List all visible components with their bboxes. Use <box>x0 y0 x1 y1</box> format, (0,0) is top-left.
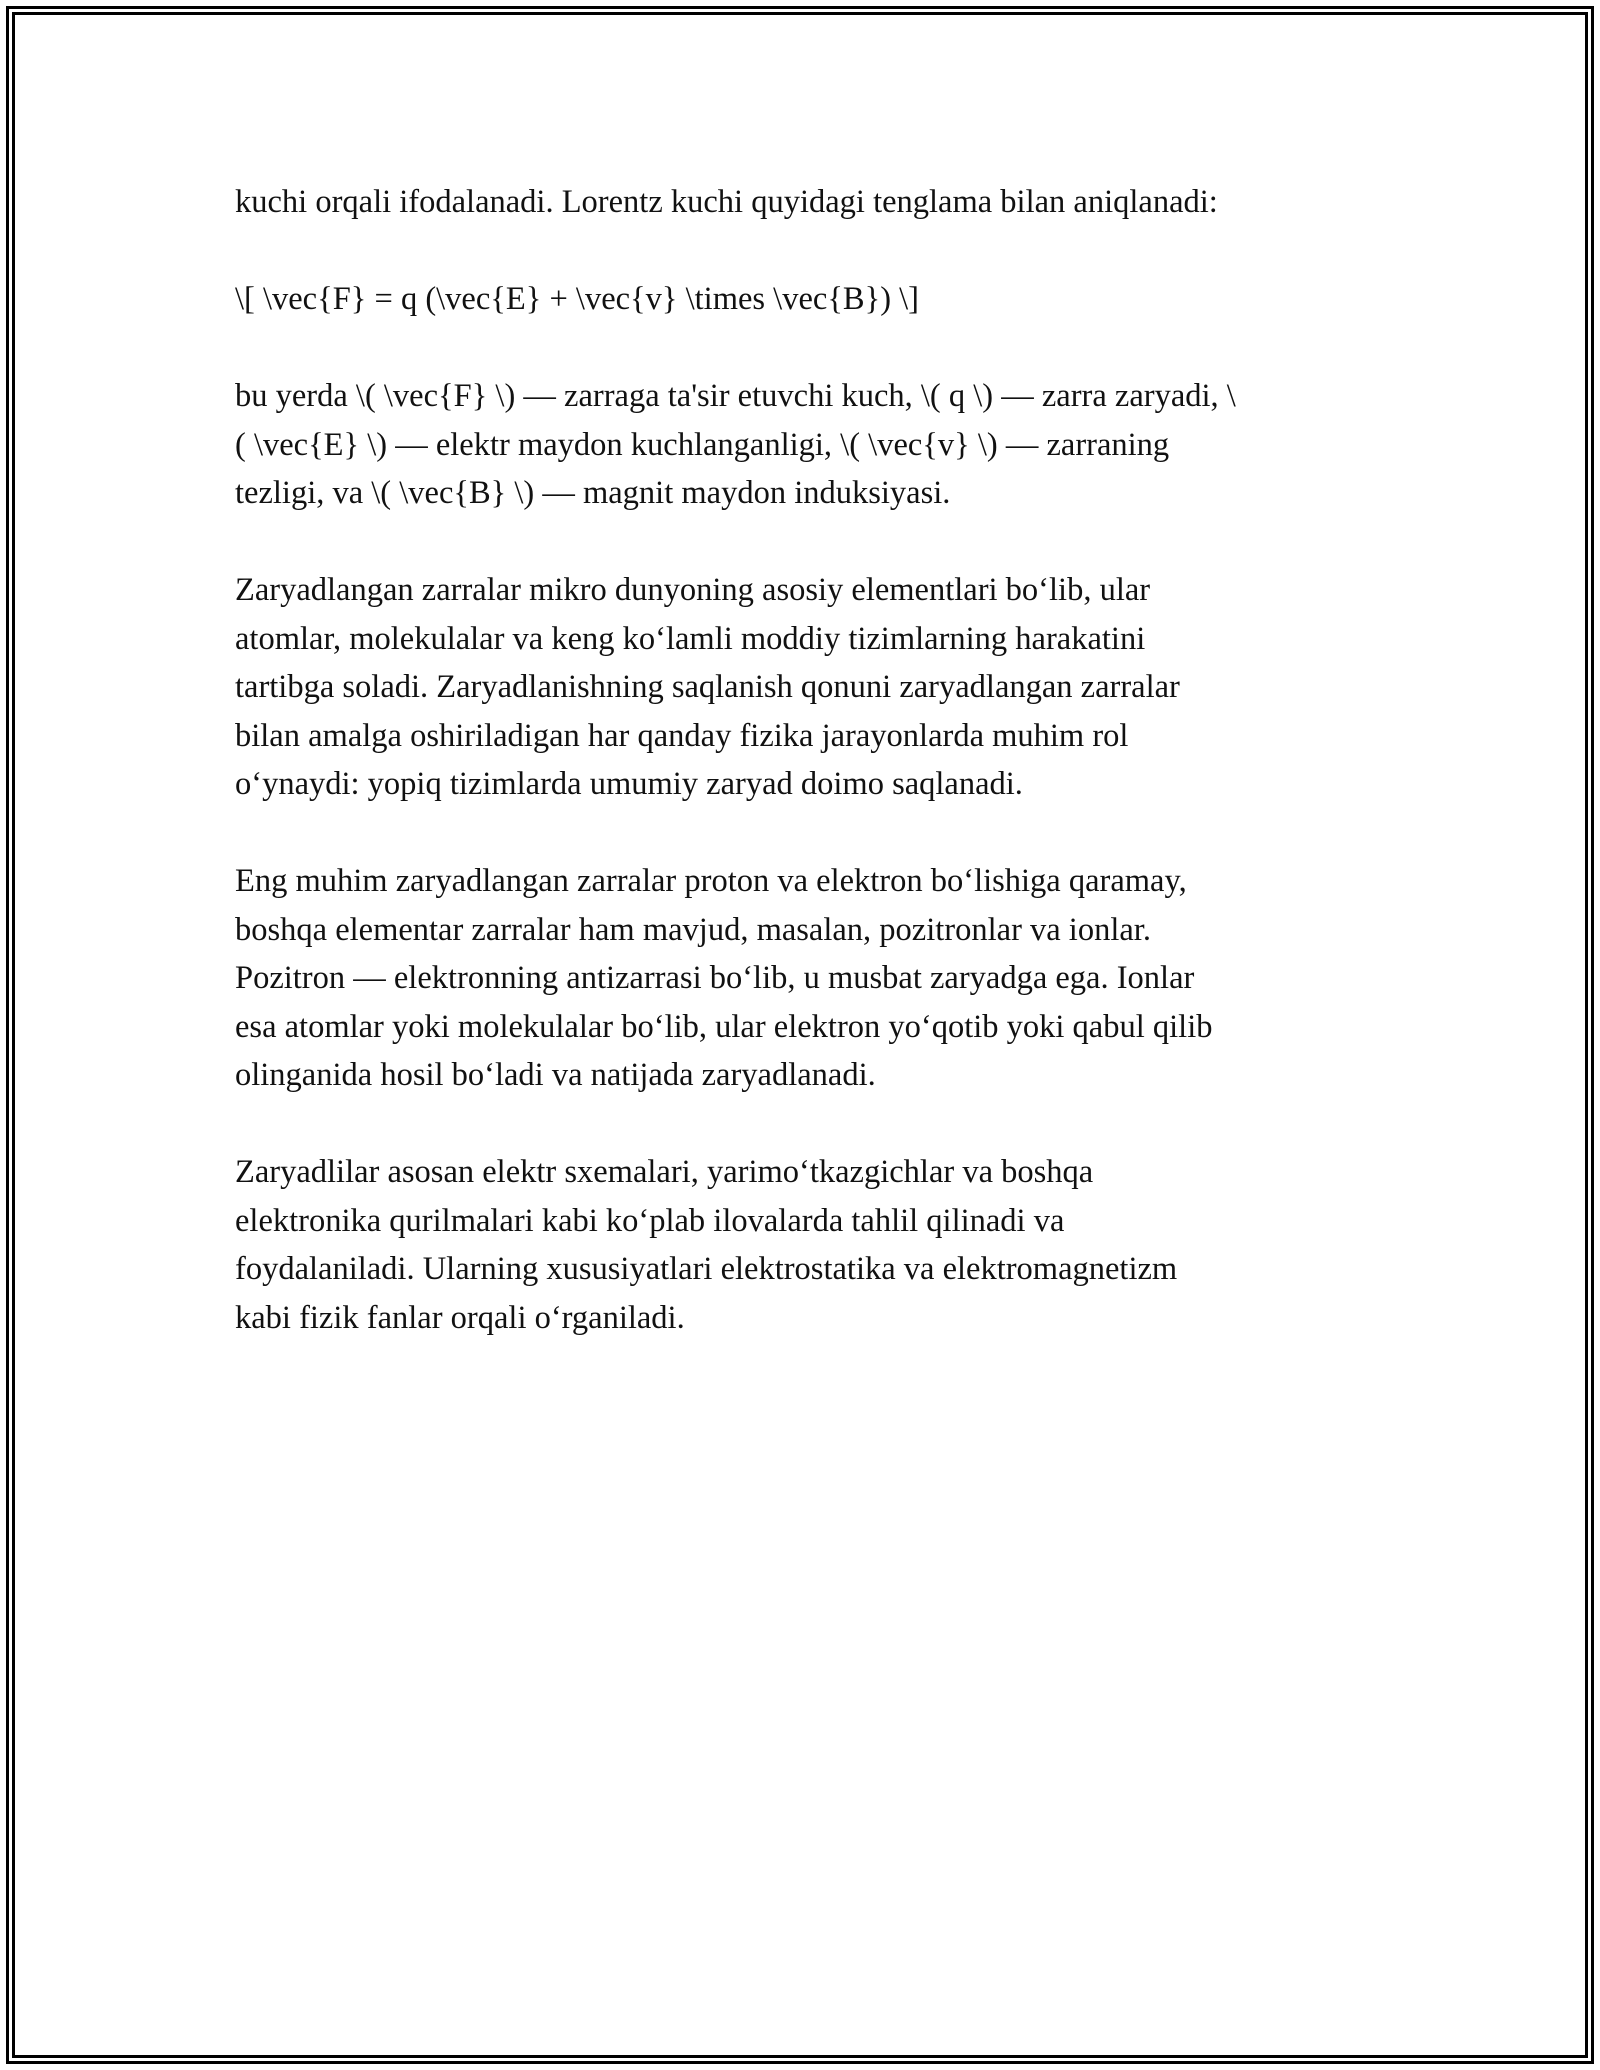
equation-lorentz-force: \[ \vec{F} = q (\vec{E} + \vec{v} \times \vec{B}) \] <box>235 281 919 317</box>
paragraph-applications: Zaryadlilar asosan elektr sxemalari, yarimo‘tkazgichlar va boshqa elektronika qurilmalari kabi ko‘plab ilovalarda tahlil qilinadi va foydalaniladi. Ularning xususiyatlari elektrostatika va elektromagnetizm kabi fizik fanlar orqali o‘rganiladi. <box>235 1154 1178 1336</box>
paragraph-charged-particles: Zaryadlangan zarralar mikro dunyoning asosiy elementlari bo‘lib, ular atomlar, molekulalar va keng ko‘lamli moddiy tizimlarning harakatini tartibga soladi. Zaryadlanishning saqlanish qonuni zaryadlangan zarralar bilan amalga oshiriladigan har qanday fizika jarayonlarda muhim rol o‘ynaydi: yopiq tizimlarda umumiy zaryad doimo saqlanadi. <box>235 572 1180 802</box>
document-body <box>235 178 1375 1391</box>
paragraph-variable-definitions: bu yerda \( \vec{F} \) — zarraga ta'sir etuvchi kuch, \( q \) — zarra zaryadi, \ ( \vec{E} \) — elektr maydon kuchlanganligi, \( \vec{v} \) — zarraning tezligi, va \( \vec{B} \) — magnit maydon induksiyasi. <box>235 378 1236 511</box>
paragraph-elementary-particles: Eng muhim zaryadlangan zarralar proton va elektron bo‘lishiga qaramay, boshqa elementar zarralar ham mavjud, masalan, pozitronlar va ionlar. Pozitron — elektronning antizarrasi bo‘lib, u musbat zaryadga ega. Ionlar esa atomlar yoki molekulalar bo‘lib, ular elektron yo‘qotib yoki qabul qilib olinganida hosil bo‘ladi va natijada zaryadlanadi. <box>235 863 1213 1093</box>
paragraph-intro: kuchi orqali ifodalanadi. Lorentz kuchi quyidagi tenglama bilan aniqlanadi: <box>235 184 1218 220</box>
